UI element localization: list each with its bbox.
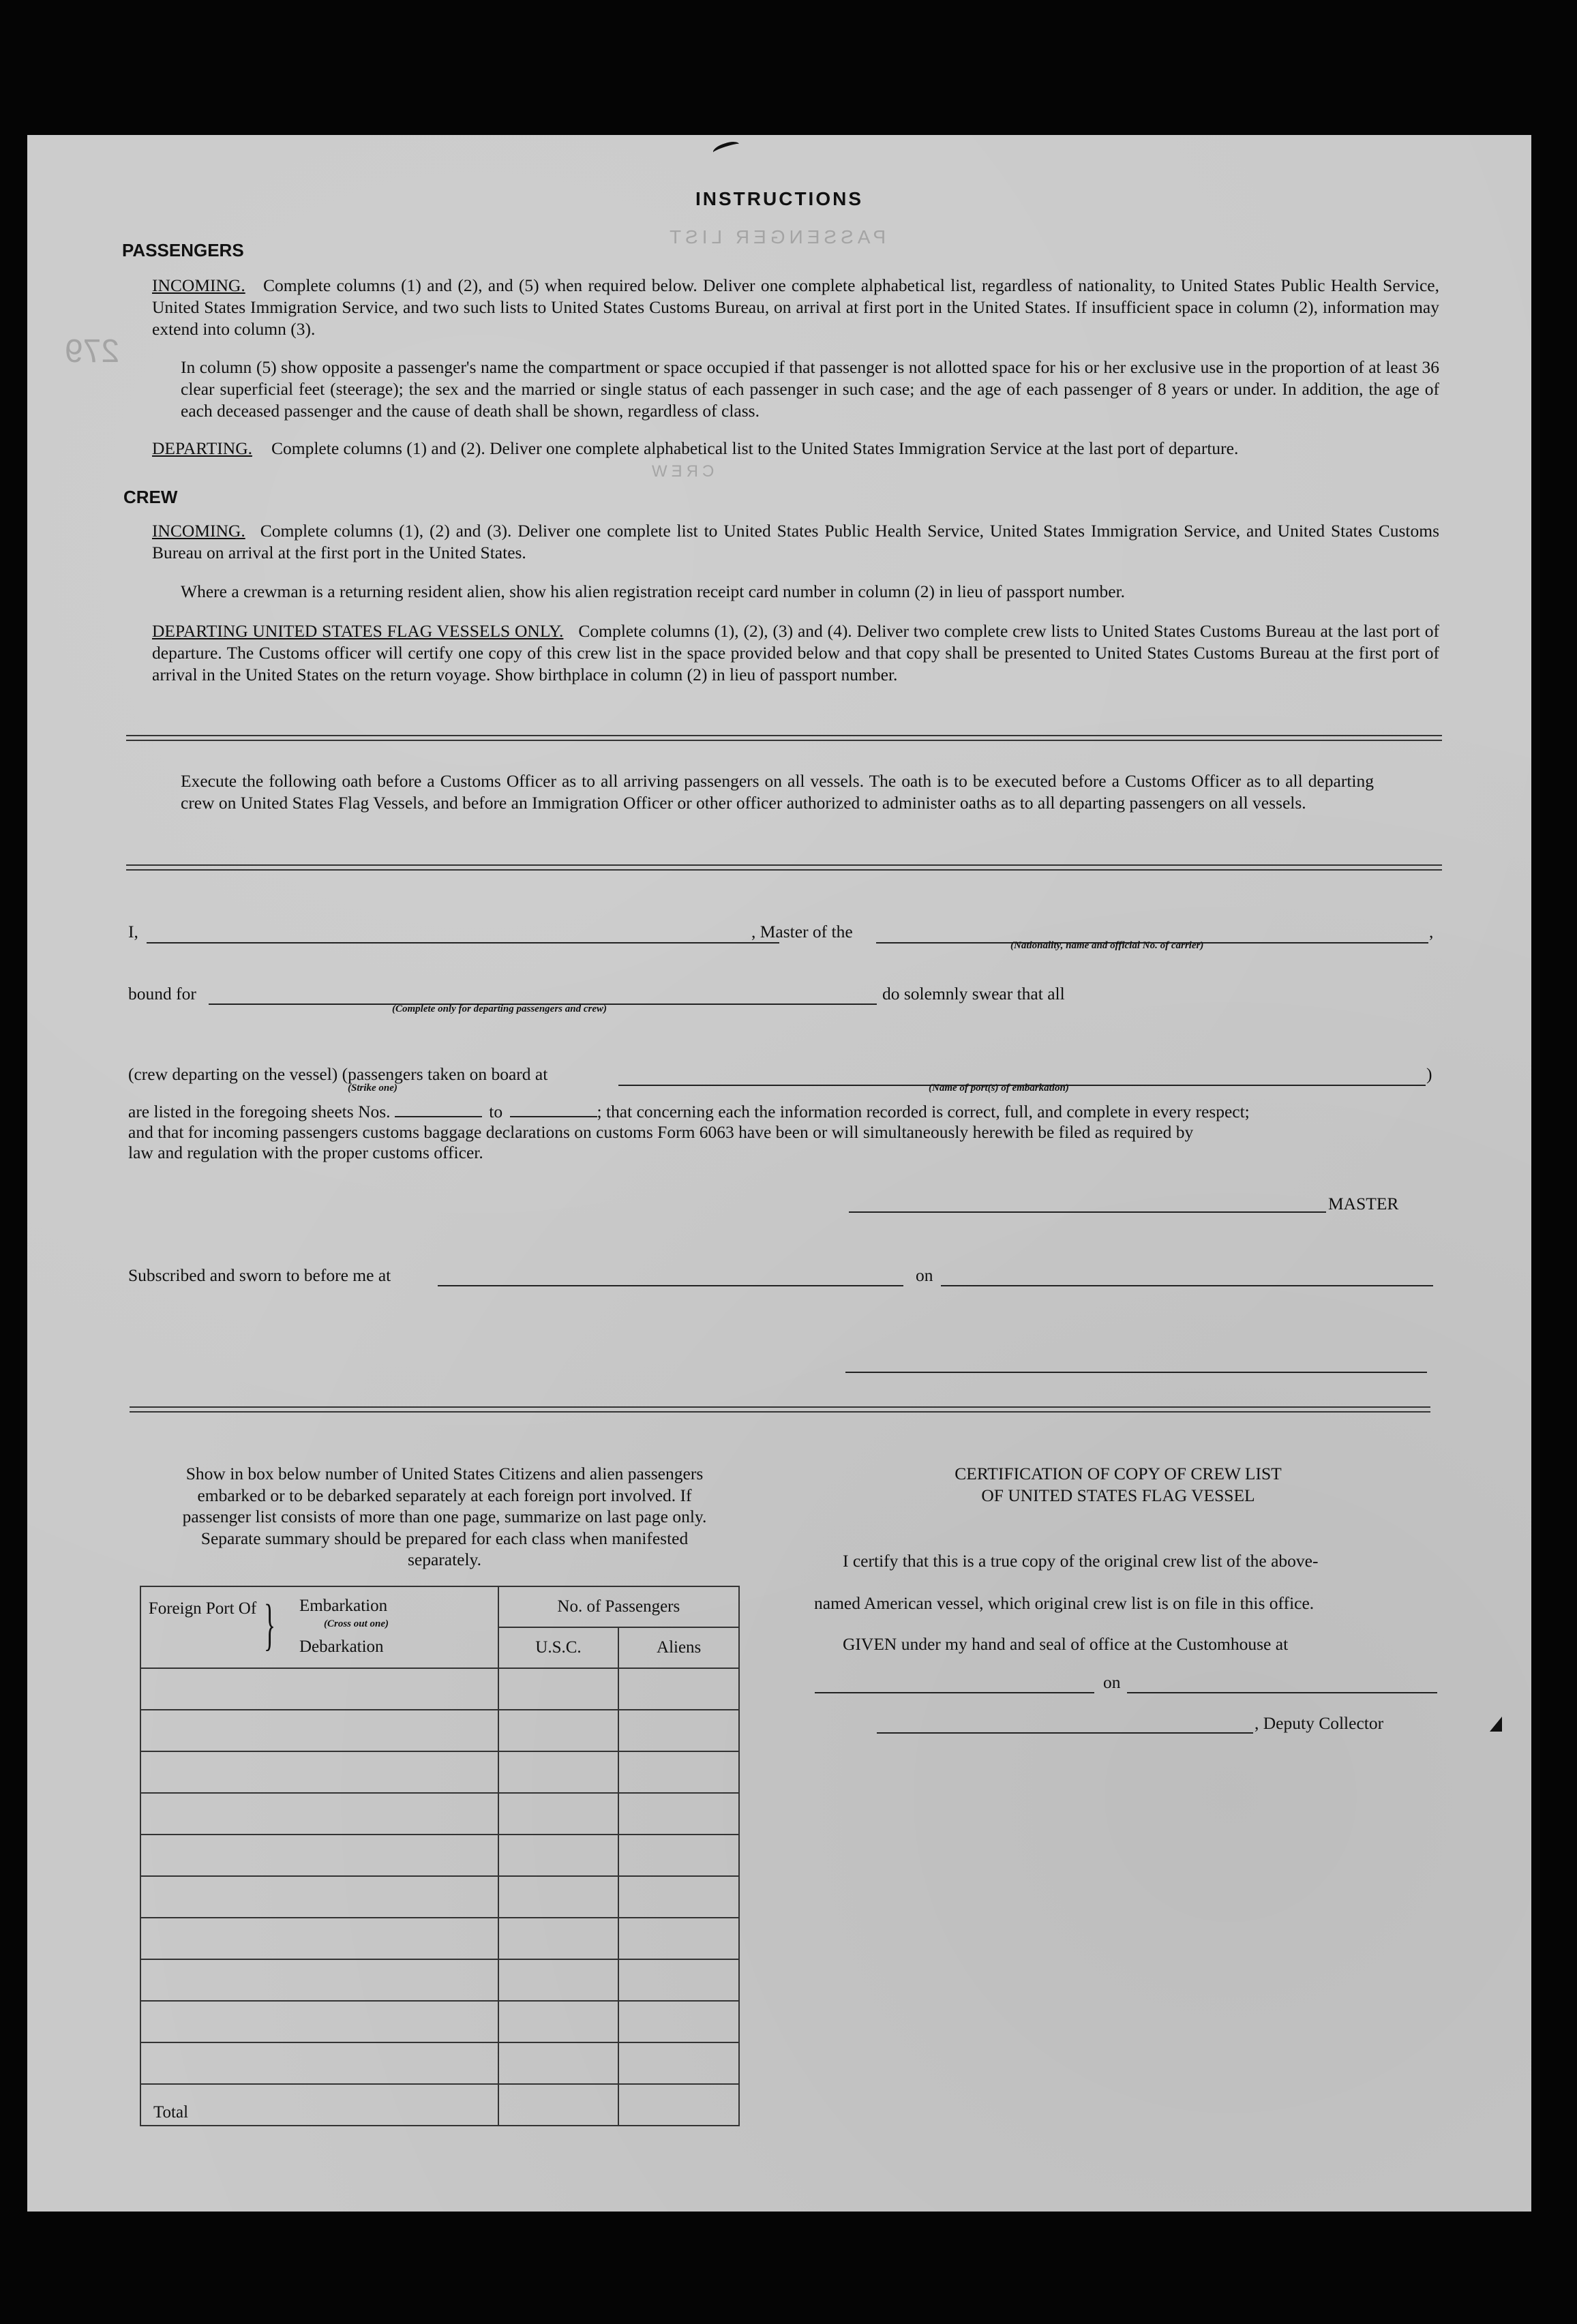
table-row[interactable] (140, 1793, 739, 1835)
carrier-caption: (Nationality, name and official No. of carrier) (1010, 940, 1204, 951)
aliens-header: Aliens (618, 1627, 739, 1668)
summary-instruction: Show in box below number of United States Citizens and alien passengers embarked or to be debarked separately at each foreign port involved. If passenger list consists of more than one page, summarize on last page only. Separate summary should be prepared for each class when manifested separately. (182, 1464, 707, 1569)
section-divider (126, 864, 1442, 871)
table-row[interactable] (140, 1668, 739, 1710)
oath-instruction: Execute the following oath before a Customs Officer as to all arriving passengers on all vessels. The oath is to be executed before a Customs Officer as to all departing crew on United States Flag Vessels, and before an Immigration Officer or other officer authorized to administer oaths as to all departing passengers on all vessels. (181, 771, 1374, 813)
crew-incoming-paragraph: INCOMING. Complete columns (1), (2) and (3). Deliver one complete list to United States Public Health Service, United States Immigration Service, and United States Customs Bureau on arrival at the first port in the United States. (152, 521, 1439, 562)
certification-title: CERTIFICATION OF COPY OF CREW LIST OF UNITED STATES FLAG VESSEL (955, 1464, 1282, 1505)
no-of-passengers-header: No. of Passengers (498, 1586, 739, 1627)
table-row[interactable] (140, 1918, 739, 1959)
table-row[interactable] (140, 1751, 739, 1793)
bound-for-caption: (Complete only for departing passengers and crew) (392, 1003, 607, 1014)
table-row[interactable] (140, 1876, 739, 1918)
brace-icon: } (264, 1593, 275, 1657)
section-heading-passengers: PASSENGERS (122, 240, 244, 260)
section-heading-crew: CREW (123, 487, 178, 507)
table-row[interactable] (140, 1710, 739, 1751)
total-label: Total (140, 2084, 498, 2126)
deputy-collector-label: , Deputy Collector (1255, 1713, 1384, 1733)
crew-resident-text: Where a crewman is a returning resident alien, show his alien registration receipt card number in column (2) in lieu of passport number. (181, 582, 1126, 601)
swear-label: do solemnly swear that all (882, 984, 1065, 1003)
cross-out-caption: (Cross out one) (324, 1618, 389, 1629)
sworn-place-field[interactable] (438, 1285, 903, 1286)
embarkation-label: Embarkation (299, 1597, 388, 1615)
table-row[interactable] (140, 2042, 739, 2084)
bleed-through-number: 279 (65, 333, 120, 369)
oath-i-label: I, (128, 922, 138, 941)
subscribed-label: Subscribed and sworn to before me at (128, 1265, 391, 1285)
officer-signature-field[interactable] (845, 1372, 1427, 1373)
certification-line-3: GIVEN under my hand and seal of office at the Customhouse at (843, 1634, 1289, 1654)
section-divider (130, 1406, 1430, 1413)
page-title: INSTRUCTIONS (695, 188, 863, 209)
bleed-through-text: PASSENGER LIST (665, 226, 886, 247)
master-label: MASTER (1328, 1194, 1399, 1213)
section-divider (126, 735, 1442, 741)
passengers-incoming-text: Complete columns (1) and (2), and (5) when required below. Deliver one complete alphabetical list, regardless of nationality, to United States Public Health Service, United States Immigration Service, and two such lists to United States Customs Bureau, on arrival at first port in the United States. If insufficient space in column (2), information may extend into column (3). (152, 275, 1439, 339)
crew-departing-paragraph: DEPARTING UNITED STATES FLAG VESSELS ONLY. Complete columns (1), (2), (3) and (4). Deliver two complete crew lists to United States Customs Bureau at the last port of departure. The Customs officer will certify one copy of this crew list in the space provided below and that copy shall be presented to United States Customs Bureau at the first port of arrival in the United States on the return voyage. Show birthplace in column (2) in lieu of passport number. (152, 621, 1439, 684)
bleed-through-text: CREW (648, 462, 715, 481)
crew-departing-oath-label: (crew departing on the vessel) (passengers taken on board at (128, 1064, 548, 1084)
certification-on-label: on (1103, 1672, 1121, 1692)
table-row[interactable] (140, 1959, 739, 2001)
passengers-incoming-label: INCOMING. (152, 275, 245, 295)
total-row[interactable] (140, 2084, 739, 2126)
usc-header: U.S.C. (498, 1627, 619, 1668)
sheet-from-field[interactable] (395, 1104, 482, 1117)
carrier-comma: , (1429, 922, 1434, 941)
certification-line-2: named American vessel, which original crew list is on file in this office. (814, 1593, 1315, 1613)
bound-for-label: bound for (128, 984, 196, 1003)
deputy-signature-field[interactable] (877, 1732, 1253, 1734)
ink-mark (712, 139, 741, 157)
debarkation-label: Debarkation (299, 1638, 384, 1656)
certification-date-field[interactable] (1127, 1692, 1437, 1693)
sworn-on-label: on (916, 1265, 933, 1285)
master-name-field[interactable] (147, 942, 779, 944)
passengers-column5-text: In column (5) show opposite a passenger's name the compartment or space occupied if that passenger is not allotted space for his or her exclusive use in the proportion of at least 36 clear superficial feet (steerage); the sex and the married or single status of each passenger in such case; and the age of each passenger of 8 years or under. In addition, the age of each deceased passenger and the cause of death shall be shown, regardless of class. (181, 357, 1439, 421)
port-header-cell (140, 1586, 498, 1668)
customhouse-field[interactable] (815, 1692, 1094, 1693)
master-of-label: , Master of the (751, 922, 853, 941)
crew-incoming-label: INCOMING. (152, 521, 245, 541)
passengers-departing-label: DEPARTING. (152, 438, 252, 458)
table-row[interactable] (140, 1835, 739, 1876)
corner-mark-icon (1490, 1717, 1502, 1732)
sheet-to-field[interactable] (510, 1104, 597, 1117)
document-page (27, 135, 1531, 2212)
passenger-summary-table (140, 1586, 740, 2126)
certification-line-1: I certify that this is a true copy of the original crew list of the above- (843, 1551, 1319, 1571)
close-paren: ) (1426, 1064, 1432, 1084)
listed-sheets-paragraph: are listed in the foregoing sheets Nos. to ; that concerning each the information recorded is correct, full, and complete in every respect; and that for incoming passengers customs baggage declarations on customs Form 6063 have been or will simultaneously herewith be filed as required by law and regulation with the proper customs officer. (128, 1102, 1250, 1162)
table-row[interactable] (140, 2001, 739, 2042)
ports-caption: (Name of port(s) of embarkation) (929, 1083, 1069, 1093)
crew-departing-label: DEPARTING UNITED STATES FLAG VESSELS ONLY. (152, 621, 564, 641)
master-signature-field[interactable] (849, 1211, 1326, 1213)
passengers-departing-paragraph: DEPARTING. Complete columns (1) and (2). Deliver one complete alphabetical list to the United States Immigration Service at the last port of departure. (152, 438, 1239, 458)
foreign-port-of-label: Foreign Port Of (148, 1599, 257, 1618)
strike-one-caption: (Strike one) (348, 1083, 397, 1093)
sworn-date-field[interactable] (941, 1285, 1433, 1286)
